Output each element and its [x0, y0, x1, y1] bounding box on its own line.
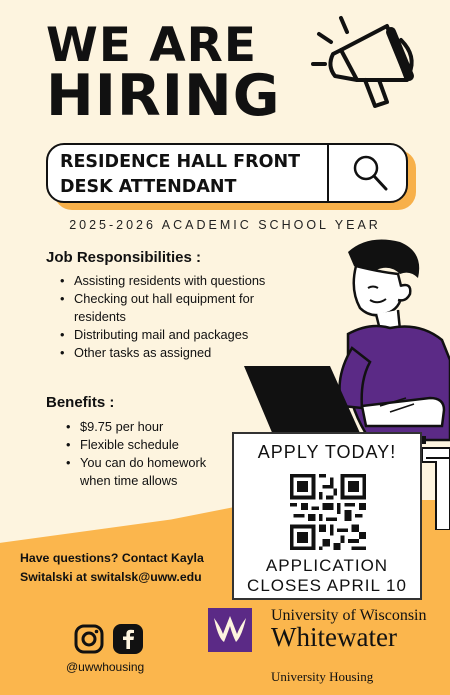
search-divider	[327, 145, 329, 201]
list-item: • You can do homework when time allows	[66, 454, 216, 490]
job-title: RESIDENCE HALL FRONT DESK ATTENDANT	[60, 152, 301, 197]
list-item: • $9.75 per hour	[66, 418, 216, 436]
benefits-list	[66, 418, 216, 490]
list-item: • Other tasks as assigned	[60, 344, 290, 362]
campus-name: Whitewater	[271, 622, 397, 652]
uw-whitewater-logo	[208, 608, 252, 652]
list-item: • Assisting residents with questions	[60, 272, 290, 290]
deadline-line-1: APPLICATION	[265, 556, 389, 575]
social-handle: @uwwhousing	[66, 660, 145, 674]
university-name: University of Wisconsin	[271, 607, 427, 624]
benefits-title: Benefits :	[46, 394, 115, 411]
megaphone-icon	[305, 10, 425, 120]
apply-card	[232, 432, 422, 600]
application-deadline	[234, 556, 420, 596]
department-name: University Housing	[271, 669, 374, 684]
qr-code[interactable]	[290, 474, 366, 550]
deadline-line-2: CLOSES APRIL 10	[247, 576, 407, 595]
facebook-icon[interactable]	[113, 624, 143, 654]
headline-line-1: WE ARE	[46, 18, 257, 73]
headline-line-2: HIRING	[46, 63, 281, 129]
responsibilities-title: Job Responsibilities :	[46, 249, 202, 266]
list-item: • Distributing mail and packages	[60, 326, 290, 344]
search-icon	[350, 153, 390, 193]
instagram-icon[interactable]	[74, 624, 104, 654]
list-item: • Checking out hall equipment for residents	[60, 290, 290, 326]
academic-year: 2025-2026 ACADEMIC SCHOOL YEAR	[69, 218, 381, 232]
contact-info: Have questions? Contact Kayla Switalski at switalsk@uww.edu	[20, 551, 204, 584]
search-bar	[46, 143, 408, 203]
list-item: • Flexible schedule	[66, 436, 216, 454]
apply-title: APPLY TODAY!	[257, 442, 397, 462]
